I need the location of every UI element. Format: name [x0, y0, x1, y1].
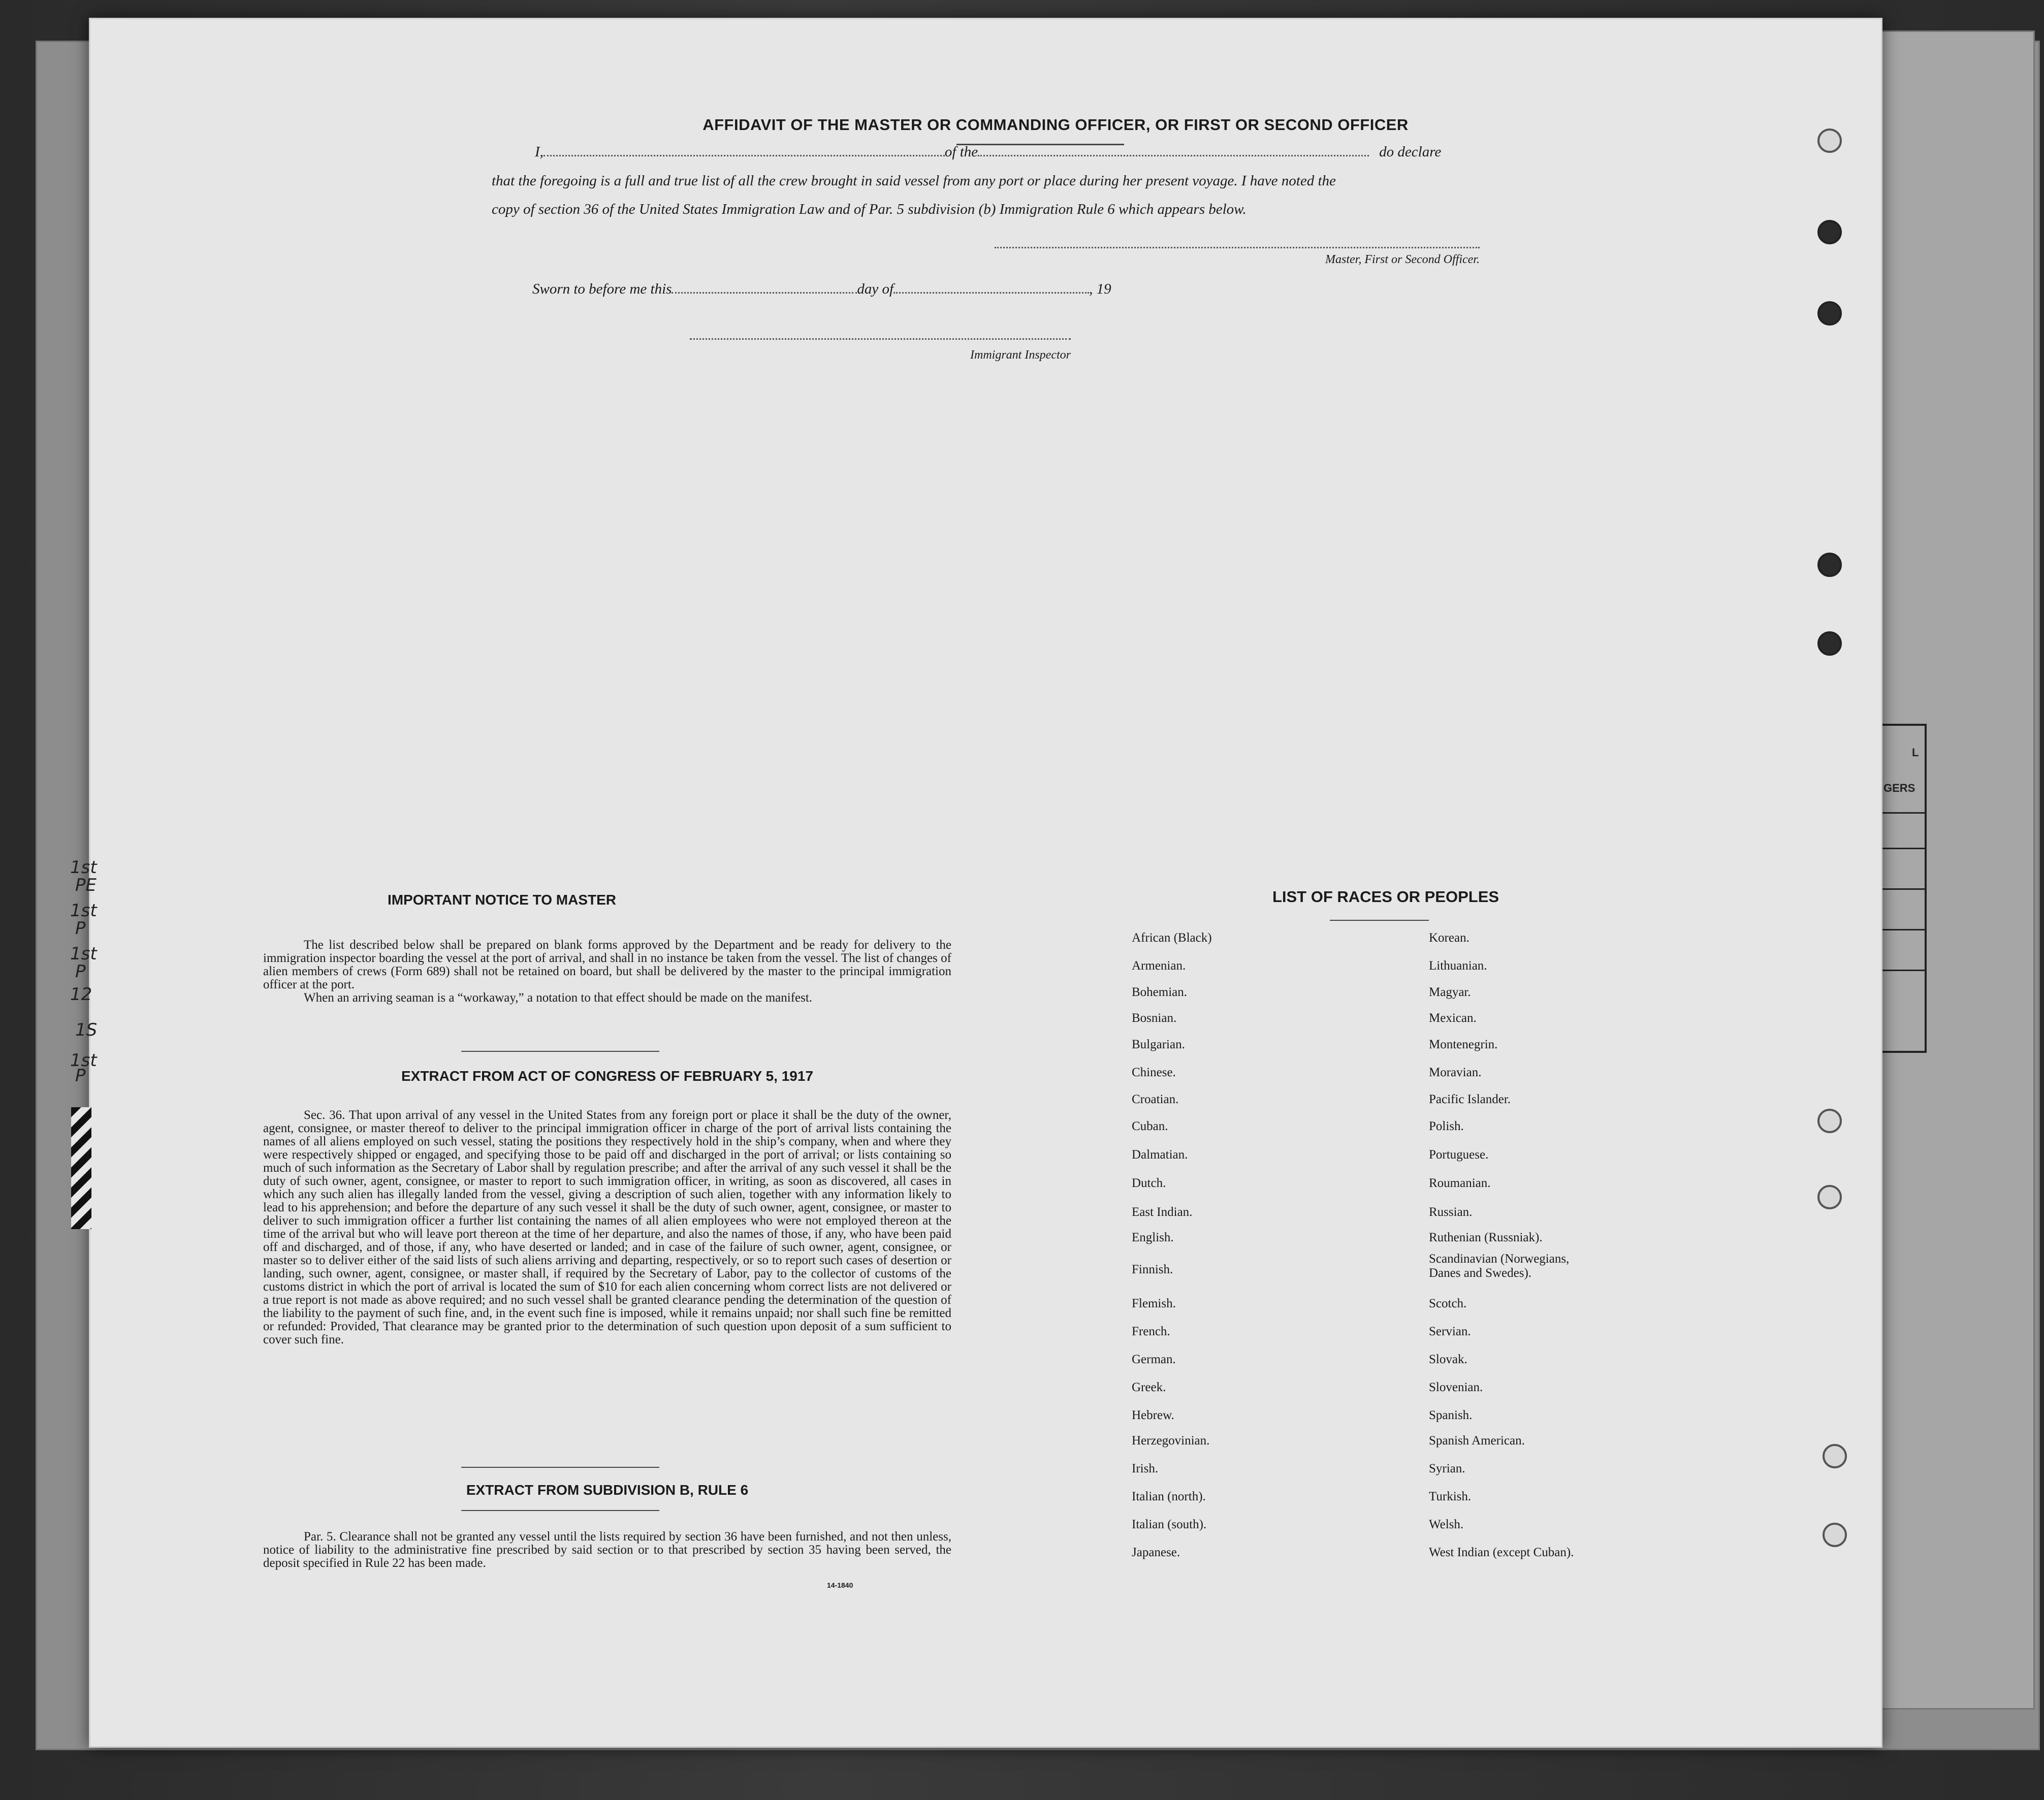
- race-item: Korean.: [1429, 931, 1470, 945]
- margin-note: P: [75, 918, 86, 939]
- race-item: English.: [1132, 1231, 1174, 1244]
- race-item: African (Black): [1132, 931, 1212, 945]
- extract-act-paragraph: Sec. 36. That upon arrival of any vessel in the United States from any foreign port or place it shall be the duty of the owner, agent, consignee, or master thereof to deliver to the principal immigration officer in charge of the port of arrival lists containing the names of all aliens employed on such vessel, stating the positions they respectively hold in the ship’s company, when and where they were respectively shipped or engaged, and specifying those to be paid off and discharged in the port of arrival; or lists containing so much of such information as the Secretary of Labor shall by regulation prescribe; and after the arrival of any such vessel it shall be the duty of such owner, agent, consignee, or master to report to such immigration officer, in writing, as soon as discovered, all cases in which any such alien has illegally landed from the vessel, giving a description of such alien, together with any information likely to lead to his apprehension; and before the departure of any such vessel it shall be the duty of such owner, agent, consignee, or master to deliver to such immigration officer a further list containing the names of all alien employees who were not employed thereon at the time of the arrival but who will leave port thereon at the time of her departure, and also the names of those, if any, who have been paid off and discharged, and of those, if any, who have deserted or landed; and in case of the failure of such owner, agent, consignee, or master so to deliver either of the said lists of such aliens arriving and departing, respectively, or so to report such cases of desertion or landing, such owner, agent, consignee, or master shall, if required by the Secretary of Labor, pay to the collector of customs of the customs district in which the port of arrival is located the sum of $10 for each alien concerning whom correct lists are not delivered or a true report is not made as above required; and no such vessel shall be granted clearance pending the determination of the question of the liability to the payment of such fine, and, in the event such fine is imposed, while it remains unpaid; nor shall such fine be remitted or refunded: Provided, That clearance may be granted prior to the determination of such question upon deposit of a sum sufficient to cover such fine.: [263, 1108, 951, 1346]
- affidavit-line-3: copy of section 36 of the United States Immigration Law and of Par. 5 subdivision (b) Immigration Rule 6 which appears below.: [492, 201, 1247, 217]
- notice-heading: IMPORTANT NOTICE TO MASTER: [387, 892, 617, 908]
- sworn-day-field[interactable]: [672, 292, 857, 294]
- race-item: Irish.: [1132, 1462, 1159, 1475]
- race-item: Scotch.: [1429, 1297, 1467, 1310]
- race-item: Polish.: [1429, 1119, 1464, 1133]
- race-item: French.: [1132, 1325, 1170, 1338]
- race-item: Welsh.: [1429, 1518, 1464, 1531]
- extract-act-heading: EXTRACT FROM ACT OF CONGRESS OF FEBRUARY 5, 1917: [401, 1068, 814, 1084]
- notice-rule: [461, 1051, 659, 1052]
- binder-hole: [1817, 553, 1842, 577]
- race-item: Lithuanian.: [1429, 959, 1487, 973]
- extract-rule-text: [263, 1530, 951, 1570]
- binder-hole: [1817, 220, 1842, 244]
- margin-note: 12: [70, 984, 92, 1005]
- day-of-label: day of: [857, 281, 894, 297]
- race-item: Magyar.: [1429, 985, 1471, 999]
- notice-text: [263, 939, 951, 1005]
- race-item: Ruthenian (Russniak).: [1429, 1231, 1543, 1244]
- race-item: German.: [1132, 1353, 1176, 1366]
- margin-note: PE: [75, 875, 97, 895]
- binder-hole: [1817, 1109, 1842, 1133]
- race-item: Slovak.: [1429, 1353, 1467, 1366]
- races-rule: [1330, 920, 1429, 921]
- master-signature-line[interactable]: [995, 247, 1480, 248]
- race-item: Italian (north).: [1132, 1490, 1206, 1503]
- sworn-label: Sworn to before me this: [532, 281, 672, 297]
- race-item: Cuban.: [1132, 1119, 1168, 1133]
- margin-note: P: [75, 961, 86, 982]
- race-item: West Indian (except Cuban).: [1429, 1546, 1574, 1559]
- race-item: Dutch.: [1132, 1176, 1166, 1190]
- i-label: I,: [535, 144, 544, 160]
- manifest-page: [70, 18, 1882, 1748]
- race-item: Dalmatian.: [1132, 1148, 1188, 1162]
- notice-paragraph-1: The list described below shall be prepared on blank forms approved by the Department and be ready for delivery to the immigration inspector boarding the vessel at the port of arrival, and shall in no instance be taken from the vessel. The list of changes of alien members of crews (Form 689) shall not be retained on board, but shall be delivered by the master to the principal immigration officer at the port.: [263, 938, 951, 991]
- of-the-label: of the: [944, 144, 978, 160]
- margin-note: 1st: [70, 901, 97, 921]
- race-item: Mexican.: [1429, 1011, 1477, 1025]
- notice-paragraph-2: When an arriving seaman is a “workaway,” a notation to that effect should be made on the manifest.: [304, 991, 813, 1005]
- binder-hole: [1817, 128, 1842, 153]
- race-item: Bosnian.: [1132, 1011, 1177, 1025]
- race-item: Flemish.: [1132, 1297, 1176, 1310]
- binder-hole: [1817, 1185, 1842, 1209]
- sworn-month-field[interactable]: [893, 292, 1089, 294]
- tab-text: GERS: [1883, 782, 1915, 794]
- race-item: Italian (south).: [1132, 1518, 1207, 1531]
- race-item: Greek.: [1132, 1380, 1166, 1394]
- affidavit-title: AFFIDAVIT OF THE MASTER OR COMMANDING OFFICER, OR FIRST OR SECOND OFFICER: [702, 116, 1409, 134]
- inspector-signature-line[interactable]: [690, 338, 1071, 340]
- binder-hole: [1823, 1523, 1847, 1547]
- race-item: Roumanian.: [1429, 1176, 1491, 1190]
- race-item: Spanish.: [1429, 1408, 1473, 1422]
- race-item: Moravian.: [1429, 1066, 1482, 1079]
- race-item: Spanish American.: [1429, 1434, 1525, 1448]
- race-item: Chinese.: [1132, 1066, 1176, 1079]
- do-declare-label: do declare: [1379, 144, 1442, 160]
- margin-note: 1st: [70, 944, 97, 964]
- race-item: Hebrew.: [1132, 1408, 1174, 1422]
- extract-act-text: [263, 1109, 951, 1346]
- race-item: Russian.: [1429, 1205, 1473, 1219]
- year-label: , 19: [1089, 281, 1111, 297]
- race-item: Montenegrin.: [1429, 1038, 1498, 1051]
- affidavit-line-1: [492, 144, 1574, 160]
- race-item: Croatian.: [1132, 1092, 1179, 1106]
- race-item: Bohemian.: [1132, 985, 1188, 999]
- inspector-label: Immigrant Inspector: [970, 348, 1071, 362]
- form-number: 14-1840: [827, 1581, 853, 1589]
- race-item: Pacific Islander.: [1429, 1092, 1511, 1106]
- race-item: Servian.: [1429, 1325, 1471, 1338]
- race-item: Armenian.: [1132, 959, 1186, 973]
- margin-note: 1st: [70, 857, 97, 878]
- margin-note: 1S: [75, 1020, 98, 1040]
- master-signature-label: Master, First or Second Officer.: [1325, 253, 1480, 266]
- margin-note: P: [75, 1066, 86, 1086]
- race-item: Portuguese.: [1429, 1148, 1489, 1162]
- race-item: Turkish.: [1429, 1490, 1472, 1503]
- race-item: Finnish.: [1132, 1263, 1173, 1276]
- extract-rule-underline: [461, 1510, 659, 1511]
- vessel-field[interactable]: [978, 154, 1369, 156]
- race-item: Scandinavian (Norwegians, Danes and Swedes).: [1429, 1252, 1570, 1280]
- margin-note: 1st: [70, 1050, 97, 1071]
- extract-rule: [461, 1467, 659, 1468]
- race-item: East Indian.: [1132, 1205, 1193, 1219]
- background-tab: [1879, 724, 1927, 1053]
- serrated-edge: [71, 1107, 91, 1229]
- race-item: Slovenian.: [1429, 1380, 1483, 1394]
- race-item: Japanese.: [1132, 1546, 1180, 1559]
- binder-hole: [1817, 301, 1842, 326]
- binder-hole: [1823, 1444, 1847, 1468]
- name-field[interactable]: [544, 154, 945, 156]
- extract-rule-paragraph: Par. 5. Clearance shall not be granted any vessel until the lists required by section 36 have been furnished, and not then unless, notice of liability to the administrative fine prescribed by said section or to that prescribed by section 35 having been served, the deposit specified in Rule 22 has been made.: [263, 1530, 951, 1570]
- sworn-line: [532, 281, 1111, 298]
- tab-text: L: [1912, 746, 1919, 759]
- race-item: Bulgarian.: [1132, 1038, 1185, 1051]
- race-item: Syrian.: [1429, 1462, 1465, 1475]
- races-heading: LIST OF RACES OR PEOPLES: [1272, 888, 1499, 906]
- affidavit-line-2: that the foregoing is a full and true list of all the crew brought in said vessel from any port or place during her present voyage. I have noted the: [492, 173, 1336, 189]
- binder-hole: [1817, 631, 1842, 656]
- extract-rule-heading: EXTRACT FROM SUBDIVISION B, RULE 6: [466, 1482, 749, 1498]
- race-item: Herzegovinian.: [1132, 1434, 1210, 1448]
